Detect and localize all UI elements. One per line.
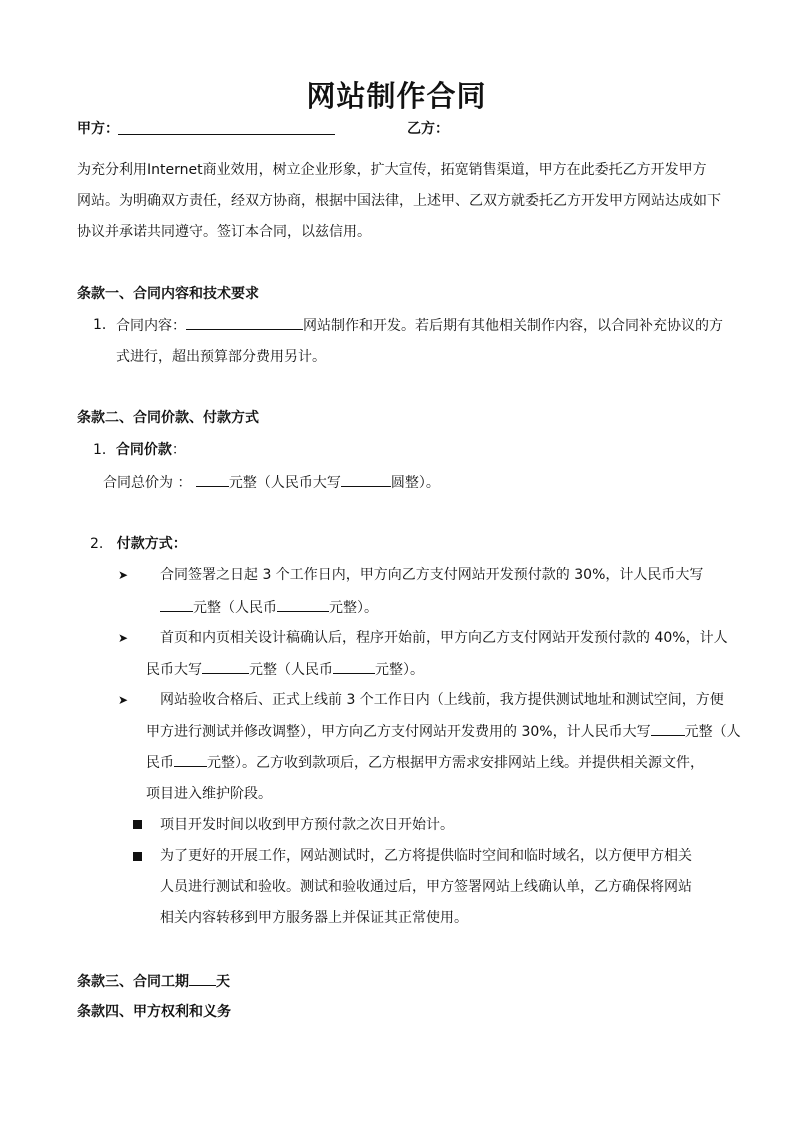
payment-3-capital-blank xyxy=(651,721,685,736)
square-bullet-icon xyxy=(133,852,142,861)
intro-line: 为充分利用Internet商业效用，树立企业形象，扩大宣传，拓宽销售渠道，甲方在此委托乙方开发甲方 xyxy=(77,162,707,178)
note-2-line3: 相关内容转移到甲方服务器上并保证其正常使用。 xyxy=(160,910,468,926)
total-end-text: 圆整）。 xyxy=(390,475,440,491)
payment-1-rmb-blank xyxy=(277,597,329,612)
square-bullet-icon xyxy=(133,820,142,829)
note-2-line2: 人员进行测试和验收。测试和验收通过后，甲方签署网站上线确认单，乙方确保将网站 xyxy=(160,879,692,895)
clause1-item-line xyxy=(116,315,723,336)
payment-2-rmb-blank xyxy=(333,659,375,674)
clause1-heading: 条款一、合同内容和技术要求 xyxy=(77,286,259,302)
clause4-heading: 条款四、甲方权利和义务 xyxy=(77,1004,231,1020)
party-a-blank xyxy=(118,120,335,135)
payment-2-text: 民币大写 xyxy=(146,662,202,678)
duration-blank xyxy=(189,971,216,986)
payment-method-label: 付款方式： xyxy=(116,536,187,552)
note-1: 项目开发时间以收到甲方预付款之次日开始计。 xyxy=(160,817,454,833)
payment-3-line2 xyxy=(146,721,741,742)
payment-1-capital-blank xyxy=(160,597,193,612)
intro-line: 网站。为明确双方责任，经双方协商，根据中国法律，上述甲、乙双方就委托乙方开发甲方网站达成如下 xyxy=(77,193,721,209)
payment-2-line2 xyxy=(146,659,424,680)
contract-price-colon: ： xyxy=(171,442,186,458)
payment-3-line3 xyxy=(146,752,704,773)
total-label: 合同总价为 ： xyxy=(103,475,192,491)
intro-line: 协议并承诺共同遵守。签订本合同，以兹信用。 xyxy=(77,224,371,240)
arrow-bullet-icon: ➤ xyxy=(118,631,129,645)
payment-3-text: 民币 xyxy=(146,755,174,771)
clause3-unit: 天 xyxy=(216,974,230,990)
document-title: 网站制作合同 xyxy=(306,79,487,113)
payment-2-end: 元整）。 xyxy=(375,662,424,678)
contract-price-label: 合同价款 xyxy=(115,442,172,458)
payment-3-rmb-blank xyxy=(174,752,207,767)
clause3-text: 条款三、合同工期 xyxy=(77,974,189,990)
note-2-line1: 为了更好的开展工作，网站测试时，乙方将提供临时空间和临时域名，以方便甲方相关 xyxy=(160,848,692,864)
total-capital-blank xyxy=(341,472,391,487)
payment-1-line1: 合同签署之日起 3 个工作日内，甲方向乙方支付网站开发预付款的 30%，计人民币大写 xyxy=(160,567,704,583)
payment-3-line1: 网站验收合格后、正式上线前 3 个工作日内（上线前，我方提供测试地址和测试空间，方便 xyxy=(160,692,724,708)
contract-total-line xyxy=(103,472,440,493)
clause3-heading xyxy=(77,971,230,992)
party-a-label: 甲方： xyxy=(77,121,119,137)
arrow-bullet-icon: ➤ xyxy=(118,568,129,582)
party-b-label: 乙方： xyxy=(407,121,449,137)
payment-1-end: 元整）。 xyxy=(329,600,378,616)
payment-3-text: 元整）。乙方收到款项后，乙方根据甲方需求安排网站上线。并提供相关源文件， xyxy=(207,755,704,771)
clause1-item-number: 1． xyxy=(93,317,116,333)
clause2-item2-number: 2. xyxy=(90,536,104,552)
contract-content-blank xyxy=(186,315,303,330)
total-amount-blank xyxy=(196,472,229,487)
total-yuan-text: 元整（人民币大写 xyxy=(228,475,341,491)
clause2-item2 xyxy=(90,534,187,554)
payment-2-line1: 首页和内页相关设计稿确认后，程序开始前，甲方向乙方支付网站开发预付款的 40%，计人 xyxy=(160,630,728,646)
clause2-item1 xyxy=(93,440,186,460)
payment-1-text: 元整（人民币 xyxy=(193,600,277,616)
payment-2-text: 元整（人民币 xyxy=(249,662,333,678)
contract-content-text: 网站制作和开发。若后期有其他相关制作内容，以合同补充协议的方 xyxy=(303,318,723,334)
clause2-item1-number: 1． xyxy=(93,442,116,458)
payment-3-line4: 项目进入维护阶段。 xyxy=(146,786,272,802)
payment-2-capital-blank xyxy=(202,659,249,674)
payment-3-text: 元整（人 xyxy=(684,724,741,740)
clause2-heading: 条款二、合同价款、付款方式 xyxy=(77,410,259,426)
clause1-item-line2: 式进行，超出预算部分费用另计。 xyxy=(116,349,326,365)
arrow-bullet-icon: ➤ xyxy=(118,693,129,707)
payment-1-line2 xyxy=(160,597,378,618)
payment-3-text: 甲方进行测试并修改调整），甲方向乙方支付网站开发费用的 30%，计人民币大写 xyxy=(146,724,651,740)
contract-content-label: 合同内容： xyxy=(116,318,186,334)
